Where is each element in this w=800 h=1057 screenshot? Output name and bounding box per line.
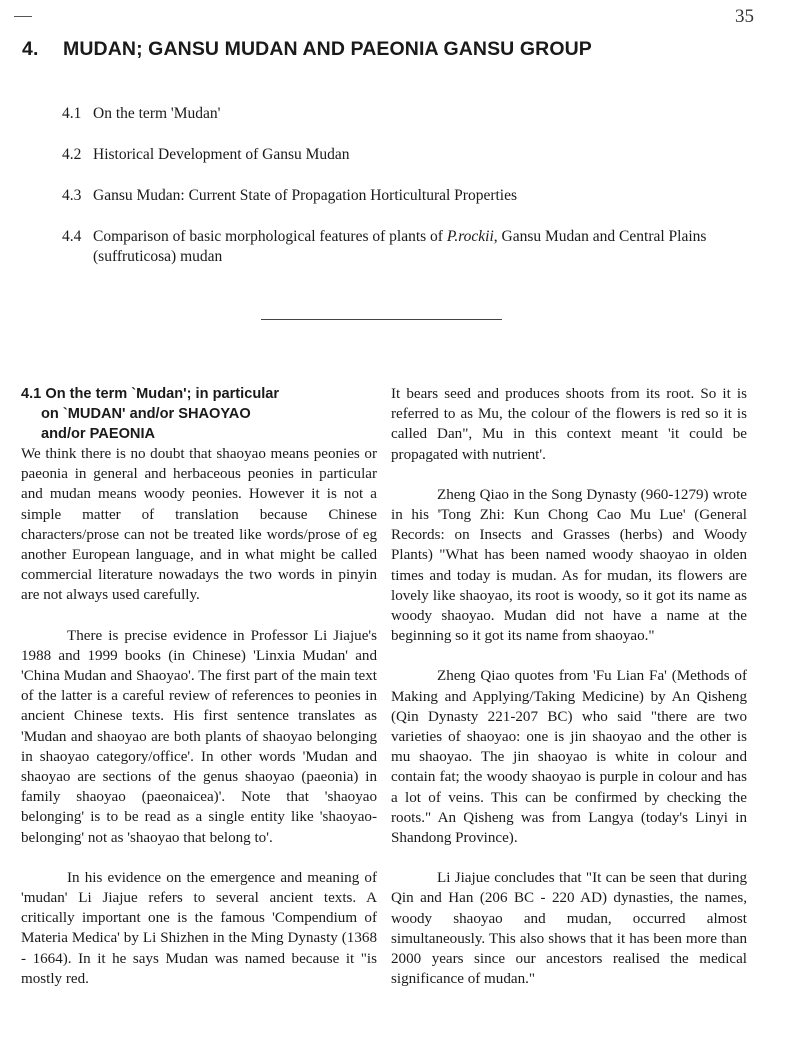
- section-heading-line: and/or PAEONIA: [41, 426, 156, 442]
- toc-text-italic: P.rockii: [446, 228, 494, 245]
- toc-item: [62, 145, 742, 165]
- toc-text: On the term 'Mudan': [93, 105, 221, 122]
- toc-item: [62, 186, 742, 206]
- body-paragraph: Li Jiajue concludes that "It can be seen that during Qin and Han (206 BC - 220 AD) dynasties, the names, woody shaoyao and mudan, occurred almost simultaneously. This also shows that it has been more than 2000 years since our ancestors realised the medical significance of mudan.": [391, 870, 747, 988]
- section-heading: [21, 384, 377, 444]
- toc-number: 4.2: [62, 146, 82, 163]
- body-paragraph: We think there is no doubt that shaoyao means peonies or paeonia in general and herbaceous peonies in particular and mudan means woody peonies. However it is not a simple matter of translation because Chinese characters/prose can not be treated like words/prose of eg another European language, and in what might be called commercial literature nowadays the two words in pinyin are not always used carefully.: [21, 446, 377, 604]
- chapter-heading: [22, 38, 782, 61]
- chapter-number: 4.: [22, 38, 39, 60]
- toc-text-part: Comparison of basic morphological features of plants of: [93, 228, 447, 245]
- section-divider: [261, 319, 502, 320]
- body-paragraph: Zheng Qiao quotes from 'Fu Lian Fa' (Methods of Making and Applying/Taking Medicine) by An Qisheng (Qin Dynasty 221-207 BC) who said "there are two varieties of shaoyao: one is jin shaoyao and the other is mu shaoyao. The jin shaoyao is white in colour and contain fat; the woody shaoyao is purple in colour and has a lot of veins. This can be confirmed by checking the roots." An Qisheng was from Langya (today's Linyi in Shandong Province).: [391, 668, 747, 847]
- table-of-contents: [62, 104, 742, 288]
- page-number: 35: [735, 6, 754, 27]
- toc-text: Historical Development of Gansu Mudan: [93, 146, 350, 163]
- left-column: [21, 384, 377, 989]
- toc-item: [62, 104, 742, 124]
- section-heading-line: on `MUDAN' and/or SHAOYAO: [41, 406, 251, 422]
- body-paragraph: It bears seed and produces shoots from its root. So it is referred to as Mu, the colour of the flowers is red so it is called Dan", Mu in this context meant 'it could be propagated with nutrient'.: [391, 386, 747, 463]
- toc-number: 4.3: [62, 187, 82, 204]
- chapter-title: MUDAN; GANSU MUDAN AND PAEONIA GANSU GROUP: [63, 38, 592, 60]
- body-paragraph: In his evidence on the emergence and meaning of 'mudan' Li Jiajue refers to several ancient texts. A critically important one is the famous 'Compendium of Materia Medica' by Li Shizhen in the Ming Dynasty (1368 - 1664). In it he says Mudan was named because it "is mostly red.: [21, 869, 377, 987]
- body-paragraph: Zheng Qiao in the Song Dynasty (960-1279) wrote in his 'Tong Zhi: Kun Chong Cao Mu Lue' (General Records: on Insects and Grasses (herbs) and Woody Plants) "What has been named woody shaoyao in olden times and today is mudan. As for mudan, its flowers are lovely like shaoyao, its root is woody, so it got its name as woody shaoyao. Mudan did not have a name at the beginning so it got its name from shaoyao.": [391, 486, 747, 645]
- toc-item: [62, 227, 742, 267]
- toc-text-part: , Gansu Mudan and Central Plains (suffruticosa) mudan: [93, 228, 707, 265]
- toc-text: Gansu Mudan: Current State of Propagation Horticultural Properties: [93, 187, 518, 204]
- body-paragraph: There is precise evidence in Professor Li Jiajue's 1988 and 1999 books (in Chinese) 'Linxia Mudan' and 'China Mudan and Shaoyao'. The first part of the main text of the latter is a careful review of references to peonies in ancient Chinese texts. His first sentence translates as 'Mudan and shaoyao are both plants of shaoyao belonging in shaoyao category/office'. In other words 'Mudan and shaoyao are sections of the genus shaoyao (paeonia) in family shaoyao (paeonaicea)'. Note that 'shaoyao belonging' is to be read as a single entity like 'shaoyao-belonging' not as 'shaoyao that belong to'.: [21, 627, 377, 846]
- toc-number: 4.4: [62, 228, 82, 245]
- margin-mark: [14, 16, 32, 17]
- section-heading-line: 4.1 On the term `Mudan'; in particular: [21, 386, 280, 402]
- right-column: [391, 384, 747, 989]
- toc-text: [93, 227, 742, 267]
- toc-number: 4.1: [62, 105, 82, 122]
